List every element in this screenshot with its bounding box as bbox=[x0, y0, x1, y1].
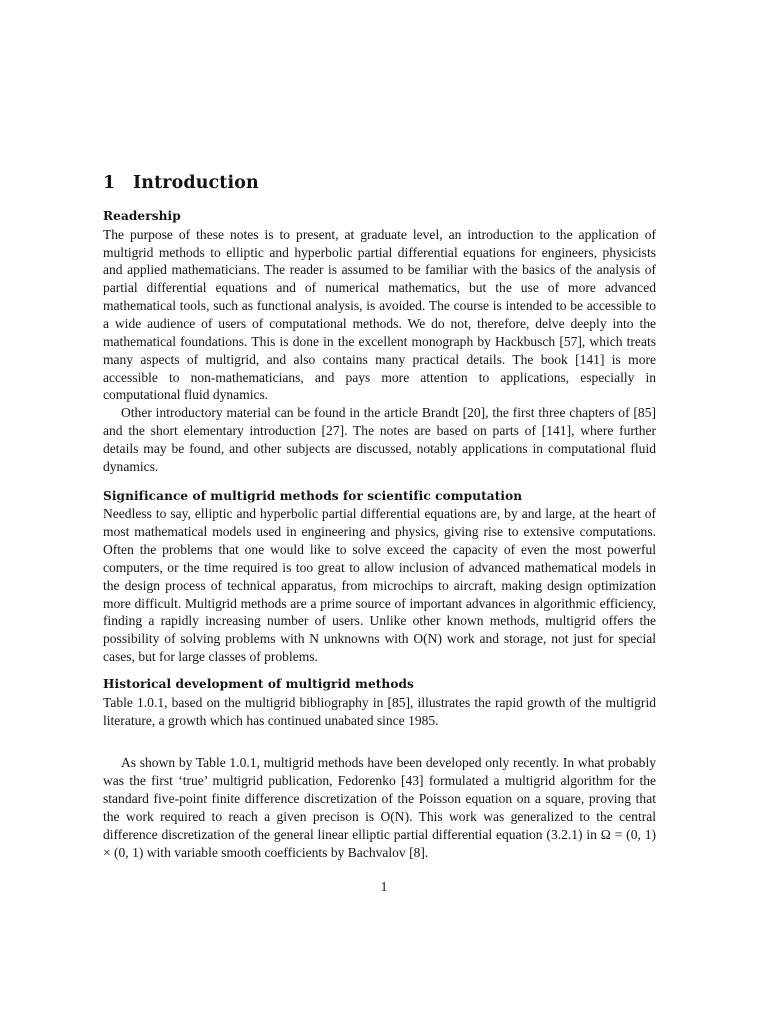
spacer bbox=[103, 729, 656, 754]
history-heading: Historical development of multigrid methods bbox=[103, 677, 414, 691]
section-title bbox=[103, 172, 656, 194]
section-title-text: Introduction bbox=[133, 173, 259, 193]
readership-heading: Readership bbox=[103, 209, 181, 223]
section-number: 1 bbox=[103, 173, 116, 193]
significance-paragraph: Needless to say, elliptic and hyperbolic partial differential equations are, by and large, at the heart of most mathematical models used in engineering and physics, giving rise to extensive computations. Often the problems that one would like to solve exceed the capacity of even the most powerful computers, or the time required is too great to allow inclusion of advanced mathematical models in the design process of technical apparatus, from microchips to aircraft, making design optimization more difficult. Multigrid methods are a prime source of important advances in algorithmic efficiency, finding a rapidly increasing number of users. Unlike other known methods, multigrid offers the possibility of solving problems with N unknowns with O(N) work and storage, not just for special cases, but for large classes of problems. bbox=[103, 506, 656, 665]
spacer bbox=[103, 476, 656, 488]
page-number: 1 bbox=[380, 879, 388, 894]
page-body bbox=[103, 172, 656, 862]
spacer bbox=[103, 666, 656, 676]
history-paragraph-2: As shown by Table 1.0.1, multigrid methods have been developed only recently. In what probably was the first ‘true’ multigrid publication, Fedorenko [43] formulated a multigrid algorithm for the standard five-point finite difference discretization of the Poisson equation on a square, proving that the work required to reach a given precison is O(N). This work was generalized to the central difference discretization of the general linear elliptic partial differential equation (3.2.1) in Ω = (0, 1) × (0, 1) with variable smooth coefficients by Bachvalov [8]. bbox=[103, 755, 656, 860]
significance-heading: Significance of multigrid methods for scientific computation bbox=[103, 488, 523, 503]
history-paragraph-1: Table 1.0.1, based on the multigrid bibliography in [85], illustrates the rapid growth of the multigrid literature, a growth which has continued unabated since 1985. bbox=[103, 694, 656, 728]
readership-paragraph-1: The purpose of these notes is to present, at graduate level, an introduction to the application of multigrid methods to elliptic and hyperbolic partial differential equations for engineers, physicists and applied mathematicians. The reader is assumed to be familiar with the basics of the analysis of partial differential equations and of numerical mathematics, but the use of more advanced mathematical tools, such as functional analysis, is avoided. The course is intended to be accessible to a wide audience of users of computational methods. We do not, therefore, delve deeply into the mathematical foundations. This is done in the excellent monograph by Hackbusch [57], which treats many aspects of multigrid, and also contains many practical details. The book [141] is more accessible to non-mathematicians, and pays more attention to applications, especially in computational fluid dynamics. bbox=[103, 226, 656, 403]
readership-paragraph-2: Other introductory material can be found in the article Brandt [20], the first three chapters of [85] and the short elementary introduction [27]. The notes are based on parts of [141], where further details may be found, and other subjects are discussed, notably applications in computational fluid dynamics. bbox=[103, 405, 656, 474]
